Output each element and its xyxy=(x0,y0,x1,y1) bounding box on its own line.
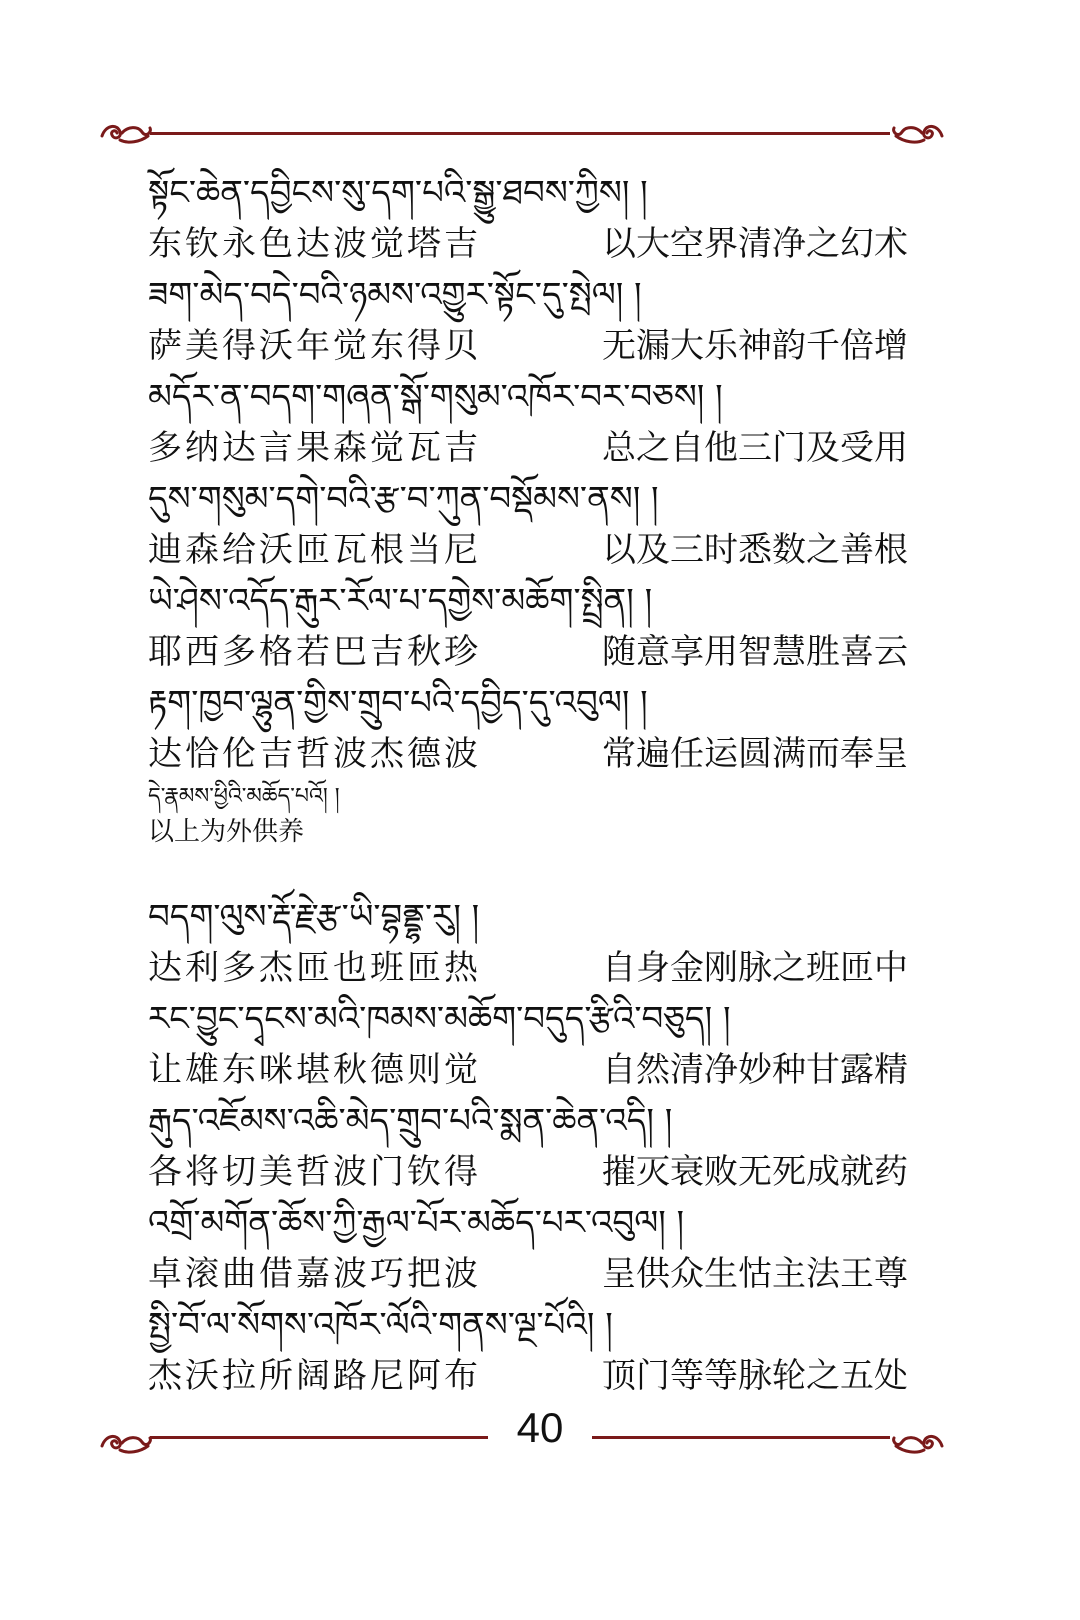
tibetan-line: དུས་གསུམ་དགེ་བའི་རྩ་བ་ཀུན་བསྡོམས་ནས། ། xyxy=(148,479,659,519)
transliteration-line: 杰沃拉所阔路尼阿布 xyxy=(148,1356,481,1396)
tibetan-line: ཡེ་ཤེས་འདོད་རྒུར་རོལ་པ་དགྱེས་མཆོག་སྤྲིན། ། xyxy=(148,581,653,621)
meaning-line: 随意享用智慧胜喜云 xyxy=(602,632,908,672)
meaning-line: 自然清净妙种甘露精 xyxy=(602,1050,908,1090)
transliteration-line: 多纳达言果森觉瓦吉 xyxy=(148,428,481,468)
verse xyxy=(148,170,908,272)
tibetan-line: རྟག་ཁྱབ་ལྷུན་གྱིས་གྲུབ་པའི་དབྱིད་དུ་འབུལ། ། xyxy=(148,683,648,723)
tibetan-line: མདོར་ན་བདག་གཞན་སྒོ་གསུམ་འཁོར་བར་བཅས། ། xyxy=(148,377,723,417)
verse xyxy=(148,680,908,782)
meaning-line: 自身金刚脉之班匝中 xyxy=(602,948,908,988)
transliteration-line: 达恰伦吉哲波杰德波 xyxy=(148,734,481,774)
verse xyxy=(148,374,908,476)
transliteration-line: 耶西多格若巴吉秋珍 xyxy=(148,632,481,672)
transliteration-line: 迪森给沃匝瓦根当尼 xyxy=(148,530,481,570)
transliteration-line: 卓滚曲借嘉波巧把波 xyxy=(148,1254,481,1294)
tibetan-line: སྟོང་ཆེན་དབྱིངས་སུ་དག་པའི་སྒྱུ་ཐབས་ཀྱིས། ། xyxy=(148,173,648,213)
section-note xyxy=(148,782,908,852)
bottom-right-ornament-icon xyxy=(890,1428,946,1458)
meaning-line: 无漏大乐神韵千倍增 xyxy=(602,326,908,366)
verse xyxy=(148,1200,908,1302)
verse xyxy=(148,996,908,1098)
top-left-ornament-icon xyxy=(98,118,154,148)
page-body xyxy=(148,170,908,1404)
verse-group-inner-offering xyxy=(148,894,908,1404)
verse xyxy=(148,894,908,996)
transliteration-line: 让雄东咪堪秋德则觉 xyxy=(148,1050,481,1090)
top-right-ornament-icon xyxy=(890,118,946,148)
meaning-line: 总之自他三门及受用 xyxy=(602,428,908,468)
tibetan-line: བདག་ལུས་རྡོ་རྗེ་རྩ་ཡི་བྷནྡྷ་རུ། ། xyxy=(148,897,480,937)
note-tibetan: དེ་རྣམས་ཕྱིའི་མཆོད་པའོ། ། xyxy=(148,784,340,809)
transliteration-line: 萨美得沃年觉东得贝 xyxy=(148,326,481,366)
transliteration-line: 各将切美哲波门钦得 xyxy=(148,1152,481,1192)
tibetan-line: འགྲོ་མགོན་ཆོས་ཀྱི་རྒྱལ་པོར་མཆོད་པར་འབུལ། ། xyxy=(148,1203,685,1243)
transliteration-line: 达利多杰匝也班匝热 xyxy=(148,948,481,988)
meaning-line: 呈供众生怙主法王尊 xyxy=(602,1254,908,1294)
tibetan-line: རང་བྱུང་དྭངས་མའི་ཁམས་མཆོག་བདུད་རྩིའི་བཅུད། ། xyxy=(148,999,731,1039)
verse xyxy=(148,1098,908,1200)
tibetan-line: སྤྱི་བོ་ལ་སོགས་འཁོར་ལོའི་གནས་ལྔ་པོའི། ། xyxy=(148,1305,613,1345)
verse xyxy=(148,1302,908,1404)
meaning-line: 摧灭衰败无死成就药 xyxy=(602,1152,908,1192)
tibetan-line: ཟག་མེད་བདེ་བའི་ཉམས་འགྱུར་སྟོང་དུ་སྤེལ། ། xyxy=(148,275,642,315)
transliteration-line: 东钦永色达波觉塔吉 xyxy=(148,224,481,264)
verse xyxy=(148,476,908,578)
meaning-line: 常遍任运圆满而奉呈 xyxy=(602,734,908,774)
meaning-line: 以大空界清净之幻术 xyxy=(602,224,908,264)
bottom-left-ornament-icon xyxy=(98,1428,154,1458)
tibetan-line: རྒུད་འཇོམས་འཆི་མེད་གྲུབ་པའི་སྨན་ཆེན་འདི། ། xyxy=(148,1101,673,1141)
verse xyxy=(148,578,908,680)
meaning-line: 顶门等等脉轮之五处 xyxy=(602,1356,908,1396)
note-chinese: 以上为外供养 xyxy=(148,817,305,847)
meaning-line: 以及三时悉数之善根 xyxy=(602,530,908,570)
verse-group-outer-offering xyxy=(148,170,908,782)
verse xyxy=(148,272,908,374)
top-rule xyxy=(150,132,890,135)
page-number: 40 xyxy=(488,1402,592,1454)
